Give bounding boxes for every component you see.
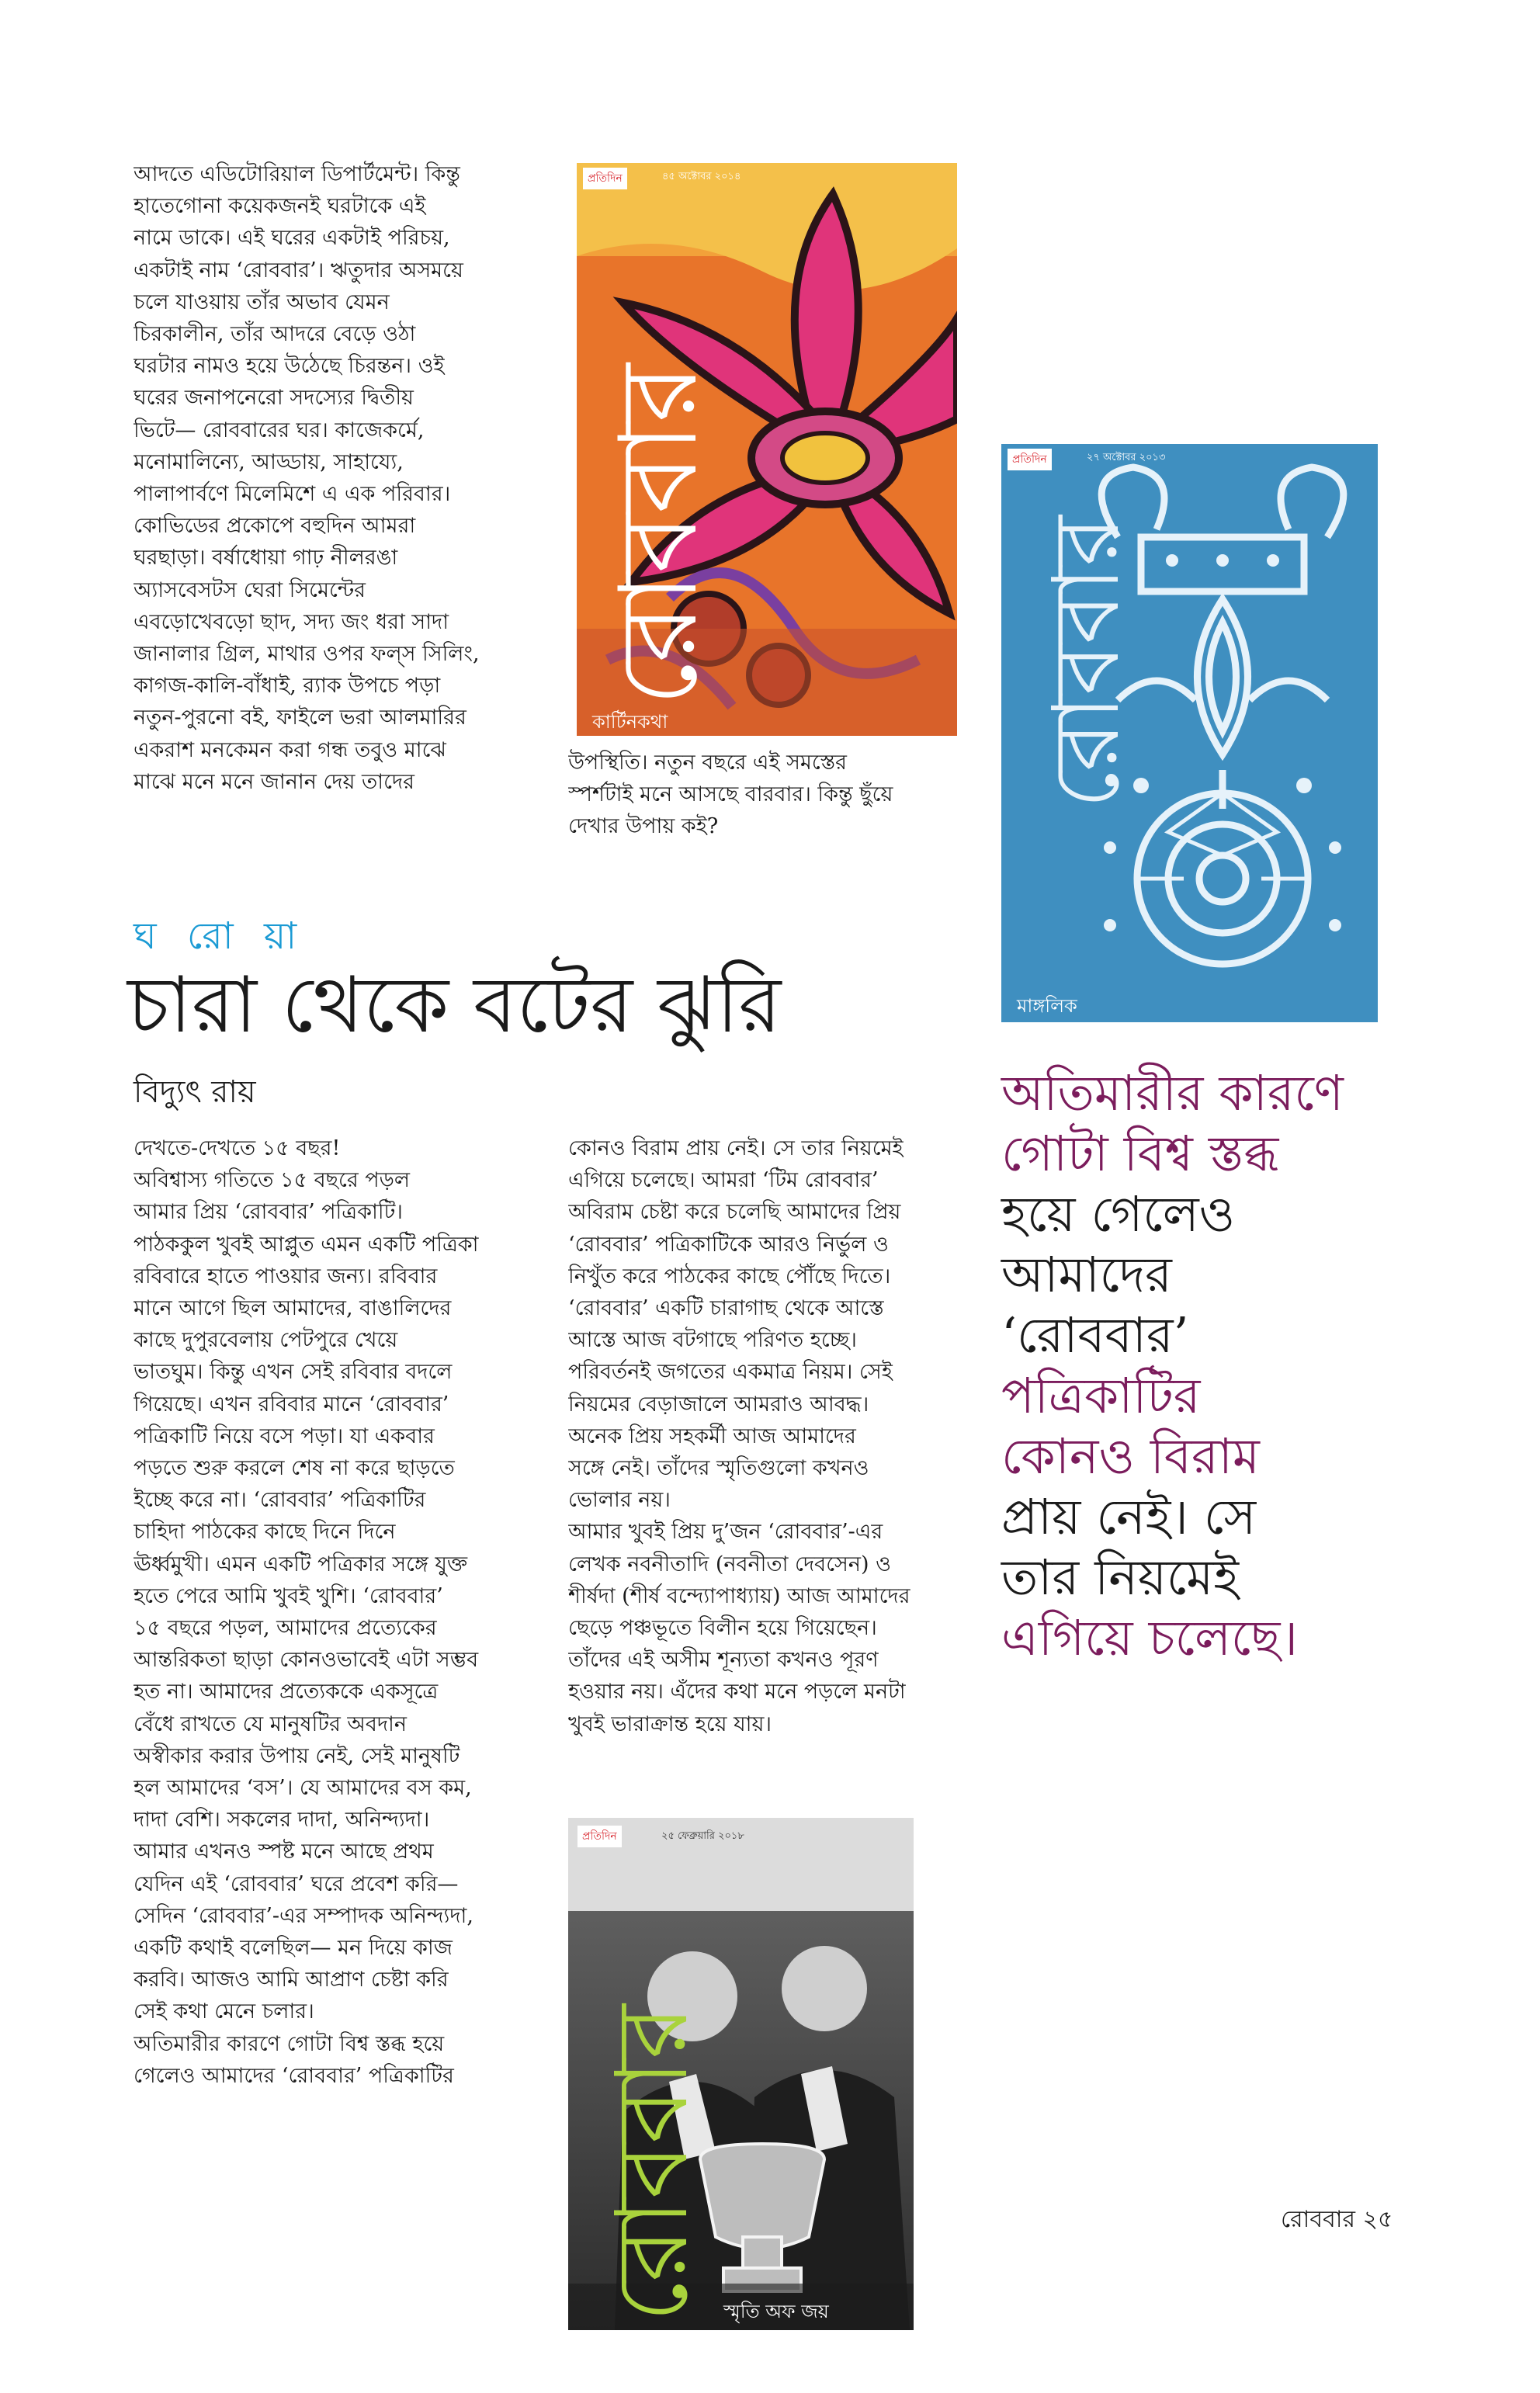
article-line: যেদিন এই ‘রোববার’ ঘরে প্রবেশ করি— xyxy=(134,1871,459,1896)
article-line: সঙ্গে নেই। তাঁদের স্মৃতিগুলো কখনও xyxy=(568,1456,869,1481)
article-line: সেদিন ‘রোববার’-এর সম্পাদক অনিন্দ্যদা, xyxy=(134,1903,473,1928)
article-line: একটাই নাম ‘রোববার’। ঋতুদার অসময়ে xyxy=(134,258,463,283)
article-line: স্পর্শটাই মনে আসছে বারবার। কিন্তু ছুঁয়ে xyxy=(568,782,893,807)
pull-quote-line: প্রায় নেই। সে xyxy=(1001,1489,1257,1545)
article-line: হওয়ার নয়। এঁদের কথা মনে পড়লে মনটা xyxy=(568,1680,906,1705)
article-line: অবিরাম চেষ্টা করে চলেছি আমাদের প্রিয় xyxy=(568,1200,901,1225)
article-column-top-mid xyxy=(568,747,976,843)
article-line: ঘরছাড়া। বর্ষাধোয়া গাঢ় নীলরঙা xyxy=(134,546,398,571)
article-line: অতিমারীর কারণে গোটা বিশ্ব স্তব্ধ হয়ে xyxy=(134,2031,445,2056)
article-line: নিয়মের বেড়াজালে আমরাও আবদ্ধ। xyxy=(568,1392,869,1417)
article-line: খুবই ভারাক্রান্ত হয়ে যায়। xyxy=(568,1712,772,1736)
article-line: কাছে দুপুরবেলায় পেটপুরে খেয়ে xyxy=(134,1328,398,1353)
article-byline: বিদ্যুৎ রায় xyxy=(134,1074,256,1110)
article-line: হল আমাদের ‘বস’। যে আমাদের বস কম, xyxy=(134,1776,472,1801)
pull-quote-line: গোটা বিশ্ব স্তব্ধ xyxy=(1001,1125,1279,1182)
article-line: এবড়োখেবড়ো ছাদ, সদ্য জং ধরা সাদা xyxy=(134,609,449,634)
article-line: ছেড়ে পঞ্চভূতে বিলীন হয়ে গিয়েছেন। xyxy=(568,1616,877,1641)
page-folio: রোববার ২৫ xyxy=(1281,2206,1393,2233)
cover2-caption: মাঙ্গলিক xyxy=(1017,995,1077,1017)
article-line: ইচ্ছে করে না। ‘রোববার’ পত্রিকাটির xyxy=(134,1488,426,1513)
cover-image-cricket xyxy=(568,1818,914,2330)
pull-quote-line: তার নিয়মেই xyxy=(1001,1549,1240,1606)
article-line: ১৫ বছরে পড়ল, আমাদের প্রত্যেকের xyxy=(134,1616,437,1641)
article-line: আস্তে আজ বটগাছে পরিণত হচ্ছে। xyxy=(568,1328,857,1353)
article-line: অনেক প্রিয় সহকর্মী আজ আমাদের xyxy=(568,1424,856,1448)
cover1-brand: প্রতিদিন xyxy=(583,168,627,189)
article-line: চিরকালীন, তাঁর আদরে বেড়ে ওঠা xyxy=(134,322,416,347)
article-line: সেই কথা মেনে চলার। xyxy=(134,1999,314,2024)
article-line: পালাপার্বণে মিলেমিশে এ এক পরিবার। xyxy=(134,482,451,507)
article-line: একটি কথাই বলেছিল— মন দিয়ে কাজ xyxy=(134,1936,453,1961)
cover-image-alpana xyxy=(1001,444,1378,1022)
article-line: হত না। আমাদের প্রত্যেককে একসূত্রে xyxy=(134,1680,439,1705)
article-line: ঘরের জনাপনেরো সদস্যের দ্বিতীয় xyxy=(134,386,414,411)
article-line: ভোলার নয়। xyxy=(568,1488,671,1513)
pull-quote-line: অতিমারীর কারণে xyxy=(1001,1065,1344,1122)
pull-quote-line: আমাদের xyxy=(1001,1247,1172,1303)
article-line: আদতে এডিটোরিয়াল ডিপার্টমেন্ট। কিন্তু xyxy=(134,162,460,186)
cover-image-floral xyxy=(577,163,957,736)
article-line: আমার প্রিয় ‘রোববার’ পত্রিকাটি। xyxy=(134,1200,403,1225)
article-line: নিখুঁত করে পাঠকের কাছে পৌঁছে দিতে। xyxy=(568,1264,891,1288)
article-line: পরিবর্তনই জগতের একমাত্র নিয়ম। সেই xyxy=(568,1360,893,1385)
cover1-caption: কার্টিনকথা xyxy=(592,711,668,733)
section-kicker: ঘ রো য়া xyxy=(134,914,307,958)
article-line: কোভিডের প্রকোপে বহুদিন আমরা xyxy=(134,514,416,539)
cover1-date: ৪৫ অক্টোবর ২০১৪ xyxy=(662,171,741,182)
cover3-brand: প্রতিদিন xyxy=(578,1826,622,1847)
cover3-masthead: রোববার xyxy=(595,2004,710,2322)
article-line: পত্রিকাটি নিয়ে বসে পড়া। যা একবার xyxy=(134,1424,435,1448)
article-line: অবিশ্বাস্য গতিতে ১৫ বছরে পড়ল xyxy=(134,1168,411,1193)
article-line: নামে ডাকে। এই ঘরের একটাই পরিচয়, xyxy=(134,226,450,251)
cover2-brand: প্রতিদিন xyxy=(1008,449,1052,470)
article-column-top-left xyxy=(134,158,525,798)
article-line: উপস্থিতি। নতুন বছরে এই সমস্তের xyxy=(568,751,848,775)
article-line: নতুন-পুরনো বই, ফাইলে ভরা আলমারির xyxy=(134,706,467,730)
pull-quote-line: এগিয়ে চলেছে। xyxy=(1001,1610,1298,1666)
article-column-bottom-mid xyxy=(568,1132,976,1740)
article-line: মাঝে মনে মনে জানান দেয় তাদের xyxy=(134,769,414,794)
article-line: এগিয়ে চলেছে। আমরা ‘টিম রোববার’ xyxy=(568,1168,879,1193)
article-line: কোনও বিরাম প্রায় নেই। সে তার নিয়মেই xyxy=(568,1136,904,1160)
article-line: ভিটে— রোববারের ঘর। কাজেকর্মে, xyxy=(134,418,425,442)
cover3-caption: স্মৃতি অফ জয় xyxy=(723,2301,829,2322)
cover2-date: ২৭ অক্টোবর ২০১৩ xyxy=(1087,452,1166,463)
pull-quote-line: ‘রোববার’ xyxy=(1001,1307,1189,1364)
article-line: বেঁধে রাখতে যে মানুষটির অবদান xyxy=(134,1712,407,1736)
article-line: দেখার উপায় কই? xyxy=(568,814,719,839)
article-line: আমার খুবই প্রিয় দু’জন ‘রোববার’-এর xyxy=(568,1520,883,1545)
article-line: আমার এখনও স্পষ্ট মনে আছে প্রথম xyxy=(134,1840,434,1864)
article-line: ঊর্ধ্বমুখী। এমন একটি পত্রিকার সঙ্গে যুক্ত xyxy=(134,1552,468,1576)
article-line: দাদা বেশি। সকলের দাদা, অনিন্দ্যদা। xyxy=(134,1808,430,1833)
pull-quote-line: কোনও বিরাম xyxy=(1001,1428,1260,1485)
pull-quote-line: পত্রিকাটির xyxy=(1001,1368,1201,1424)
article-line: একরাশ মনকেমন করা গন্ধ তবুও মাঝে xyxy=(134,737,446,762)
article-line: শীর্ষদা (শীর্ষ বন্দ্যোপাধ্যায়) আজ আমাদের xyxy=(568,1583,910,1608)
article-line: চাহিদা পাঠকের কাছে দিনে দিনে xyxy=(134,1520,396,1545)
article-line: জানালার গ্রিল, মাথার ওপর ফল্‌স সিলিং, xyxy=(134,642,480,667)
article-line: কাগজ-কালি-বাঁধাই, র‌্যাক উপচে পড়া xyxy=(134,674,441,699)
cover2-masthead: রোববার xyxy=(1032,515,1139,809)
article-line: মনোমালিন্যে, আড্ডায়, সাহায্যে, xyxy=(134,449,404,474)
article-column-bottom-left xyxy=(134,1132,541,2092)
cover3-date: ২৫ ফেব্রুয়ারি ২০১৮ xyxy=(661,1830,744,1842)
cover1-masthead: রোববার xyxy=(596,363,721,706)
article-line: রবিবারে হাতে পাওয়ার জন্য। রবিবার xyxy=(134,1264,438,1288)
article-line: হতে পেরে আমি খুবই খুশি। ‘রোববার’ xyxy=(134,1583,443,1608)
article-line: আন্তরিকতা ছাড়া কোনওভাবেই এটা সম্ভব xyxy=(134,1648,479,1673)
article-headline: চারা থেকে বটের ঝুরি xyxy=(127,959,782,1050)
article-line: ‘রোববার’ একটি চারাগাছ থেকে আস্তে xyxy=(568,1296,884,1321)
article-line: গেলেও আমাদের ‘রোববার’ পত্রিকাটির xyxy=(134,2063,454,2088)
article-line: তাঁদের এই অসীম শূন্যতা কখনও পূরণ xyxy=(568,1648,879,1673)
article-line: অ্যাসবেসটস ঘেরা সিমেন্টের xyxy=(134,577,366,602)
pull-quote-line: হয়ে গেলেও xyxy=(1001,1186,1236,1243)
article-line: পাঠককুল খুবই আপ্লুত এমন একটি পত্রিকা xyxy=(134,1232,479,1257)
article-line: চলে যাওয়ায় তাঁর অভাব যেমন xyxy=(134,290,390,314)
article-line: মানে আগে ছিল আমাদের, বাঙালিদের xyxy=(134,1296,452,1321)
article-line: লেখক নবনীতাদি (নবনীতা দেবসেন) ও xyxy=(568,1552,891,1576)
article-line: গিয়েছে। এখন রবিবার মানে ‘রোববার’ xyxy=(134,1392,449,1417)
article-line: পড়তে শুরু করলে শেষ না করে ছাড়তে xyxy=(134,1456,455,1481)
article-line: ঘরটার নামও হয়ে উঠেছে চিরন্তন। ওই xyxy=(134,354,445,379)
article-line: হাতেগোনা কয়েকজনই ঘরটাকে এই xyxy=(134,194,426,219)
pull-quote xyxy=(1001,1063,1436,1669)
article-line: ভাতঘুম। কিন্তু এখন সেই রবিবার বদলে xyxy=(134,1360,453,1385)
article-line: অস্বীকার করার উপায় নেই, সেই মানুষটি xyxy=(134,1743,460,1768)
article-line: করবি। আজও আমি আপ্রাণ চেষ্টা করি xyxy=(134,1968,449,1992)
article-line: ‘রোববার’ পত্রিকাটিকে আরও নির্ভুল ও xyxy=(568,1232,889,1257)
article-line: দেখতে-দেখতে ১৫ বছর! xyxy=(134,1136,341,1160)
